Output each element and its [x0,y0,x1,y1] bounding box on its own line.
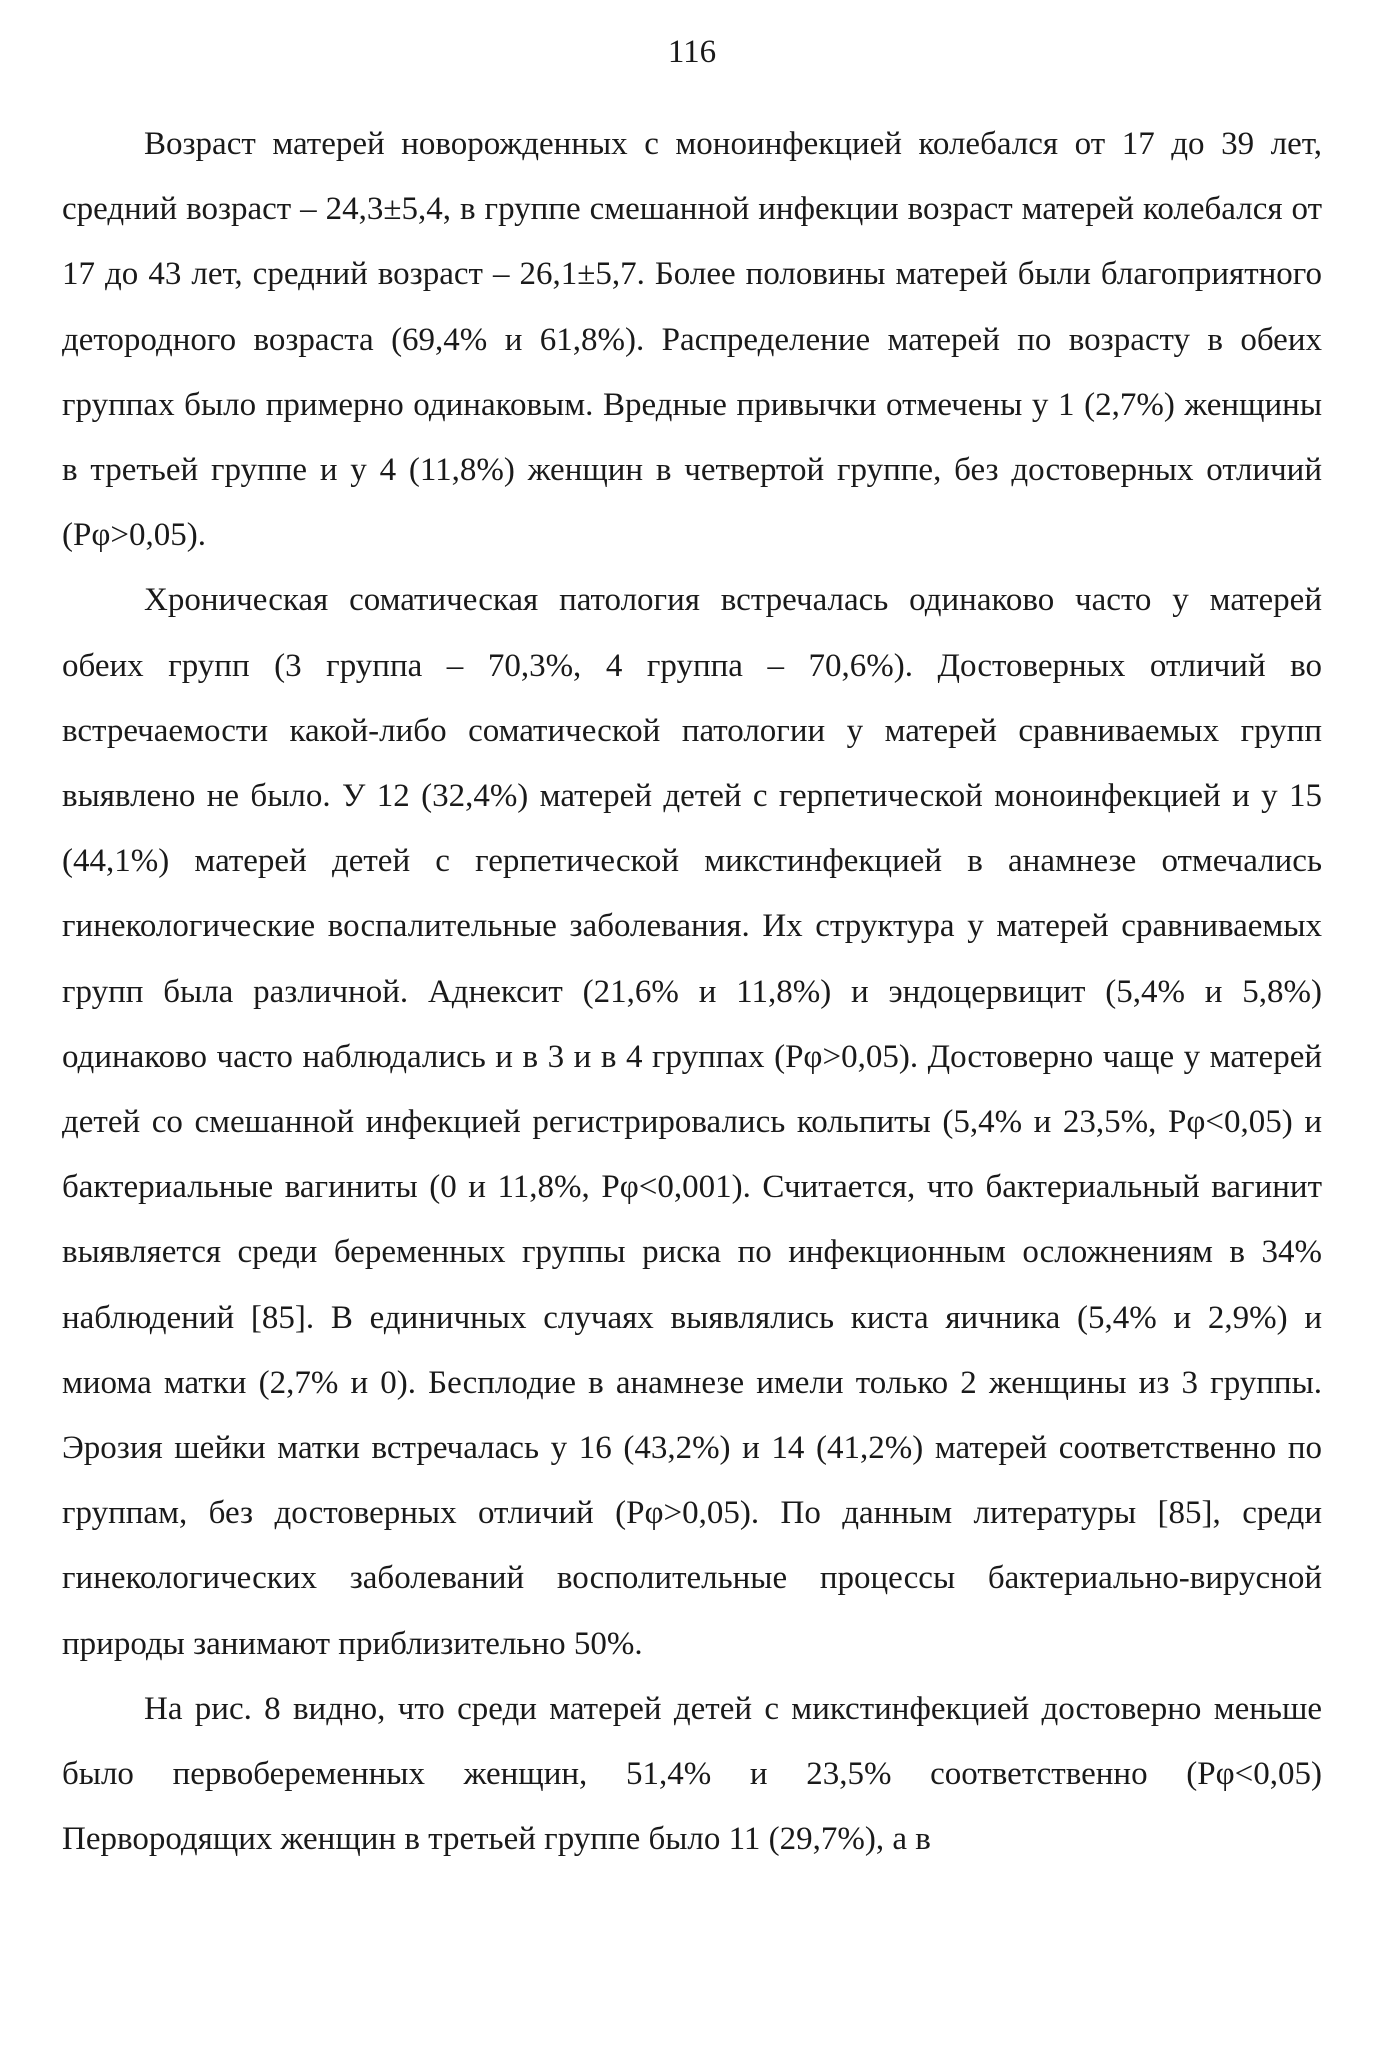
page-number: 116 [667,34,717,70]
body-text [62,112,1322,1872]
paragraph-maternal-age: Возраст матерей новорожденных с моноинфекцией колебался от 17 до 39 лет, средний возраст – 24,3±5,4, в группе смешанной инфекции возраст матерей колебался от 17 до 43 лет, средний возраст – 26,1±5,7. Более половины матерей были благоприятного детородного возраста (69,4% и 61,8%). Распределение матерей по возрасту в обеих группах было примерно одинаковым. Вредные привычки отмечены у 1 (2,7%) женщины в третьей группе и у 4 (11,8%) женщин в четвертой группе, без достоверных отличий (Рφ>0,05). [62,126,1322,554]
paragraph-somatic-pathology: Хроническая соматическая патология встречалась одинаково часто у матерей обеих групп (3 группа – 70,3%, 4 группа – 70,6%). Достоверных отличий во встречаемости какой-либо соматической патологии у матерей сравниваемых групп выявлено не было. У 12 (32,4%) матерей детей с герпетической моноинфекцией и у 15 (44,1%) матерей детей с герпетической микстинфекцией в анамнезе отмечались гинекологические воспалительные заболевания. Их структура у матерей сравниваемых групп была различной. Аднексит (21,6% и 11,8%) и эндоцервицит (5,4% и 5,8%) одинаково часто наблюдались и в 3 и в 4 группах (Рφ>0,05). Достоверно чаще у матерей детей со смешанной инфекцией регистрировались кольпиты (5,4% и 23,5%, Рφ<0,05) и бактериальные вагиниты (0 и 11,8%, Рφ<0,001). Считается, что бактериальный вагинит выявляется среди беременных группы риска по инфекционным осложнениям в 34% наблюдений [85]. В единичных случаях выявлялись киста яичника (5,4% и 2,9%) и миома матки (2,7% и 0). Бесплодие в анамнезе имели только 2 женщины из 3 группы. Эрозия шейки матки встречалась у 16 (43,2%) и 14 (41,2%) матерей соответственно по группам, без достоверных отличий (Рφ>0,05). По данным литературы [85], среди гинекологических заболеваний восполительные процессы бактериально-вирусной природы занимают приблизительно 50%. [62,582,1322,1662]
paragraph-figure-8: На рис. 8 видно, что среди матерей детей с микстинфекцией достоверно меньше было первобеременных женщин, 51,4% и 23,5% соответственно (Рφ<0,05) Первородящих женщин в третьей группе было 11 (29,7%), а в [62,1690,1322,1858]
